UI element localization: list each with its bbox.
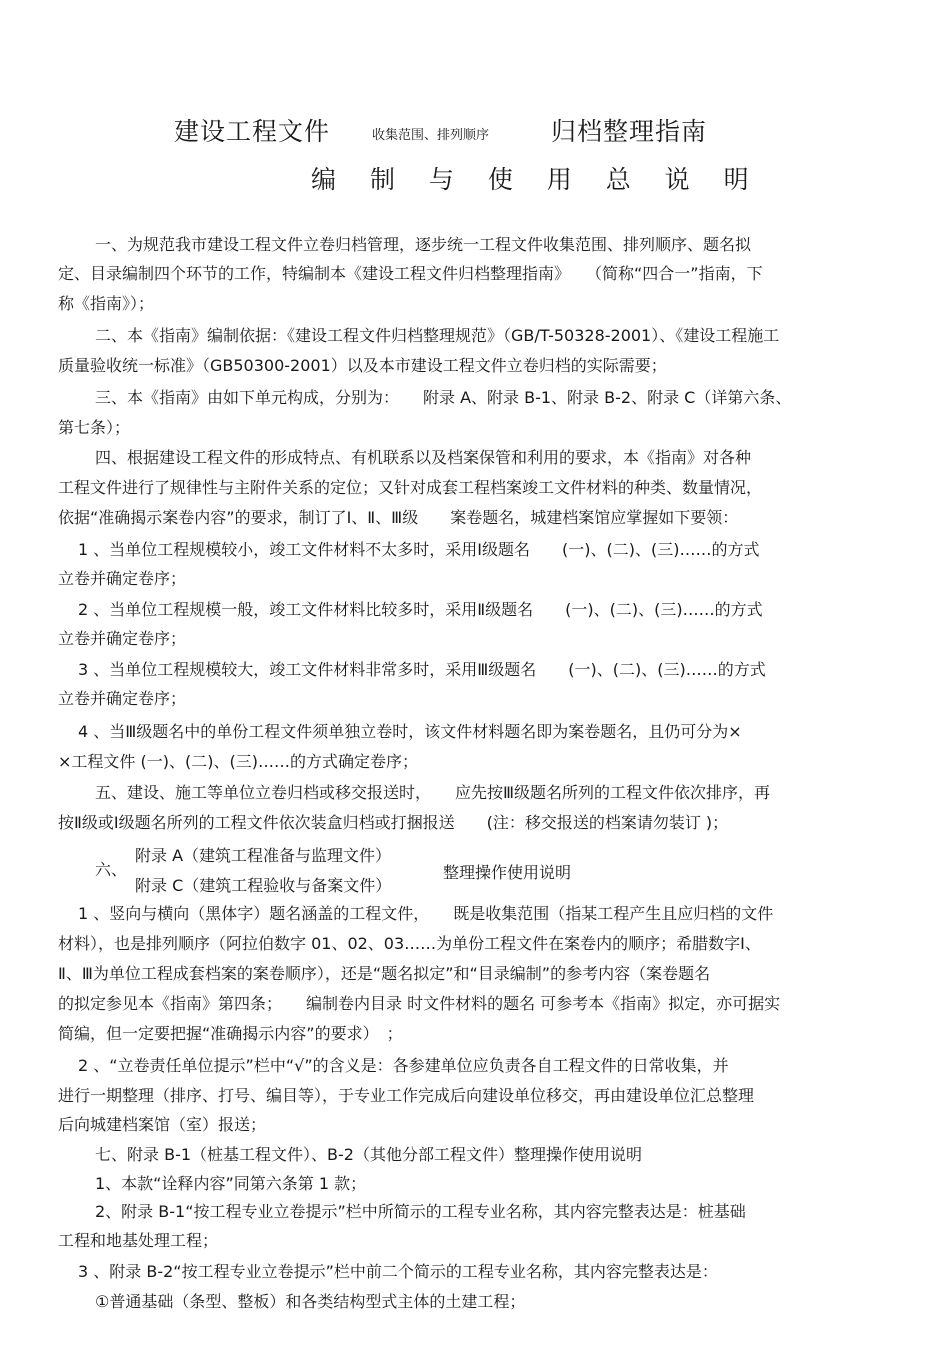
text-line: 工程文件进行了规律性与主附件关系的定位；又针对成套工程档案竣工文件材料的种类、数量情况， <box>58 478 763 497</box>
text-line: 简编，但一定要把握“准确揭示内容”的要求） ； <box>58 1024 403 1043</box>
text-line: 二、本《指南》编制依据：《建设工程文件归档整理规范》（GB/T-50328-2001）、《建设工程施工 <box>95 326 780 345</box>
text-line: 进行一期整理（排序、打号、编目等），于专业工作完成后向建设单位移交，再由建设单位汇总整理 <box>58 1086 755 1105</box>
title-right: 归档整理指南 <box>551 117 708 146</box>
text-line: 定、目录编制四个环节的工作，特编制本《建设工程文件归档整理指南》 （简称“四合一”指南，下 <box>58 264 763 283</box>
text-line: 三、本《指南》由如下单元构成，分别为： 附录 A、附录 B-1、附录 B-2、附录 C（详第六条、 <box>95 388 792 407</box>
text-line: 一、为规范我市建设工程文件立卷归档管理，逐步统一工程文件收集范围、排列顺序、题名拟 <box>95 235 752 254</box>
text-line: 称《指南》）； <box>58 294 155 313</box>
text-line: 质量验收统一标准》（GB50300-2001）以及本市建设工程文件立卷归档的实际需要； <box>58 356 667 375</box>
text-line: 依据“准确揭示案卷内容”的要求，制订了Ⅰ、Ⅱ、Ⅲ级 案卷题名，城建档案馆应掌握如下要领： <box>58 508 739 527</box>
text-line: Ⅱ、Ⅲ为单位工程成套档案的案卷顺序），还是“题名拟定”和“目录编制”的参考内容（案卷题名 <box>58 964 711 983</box>
text-line: 4 、当Ⅲ级题名中的单份工程文件须单独立卷时，该文件材料题名即为案卷题名，且仍可分为× <box>78 722 742 741</box>
text-line: 3 、当单位工程规模较大，竣工文件材料非常多时，采用Ⅲ级题名 (一)、(二)、(三)……的方式 <box>78 660 766 679</box>
item-six-prefix: 六、 <box>95 860 128 879</box>
text-line: 2、附录 B-1“按工程专业立卷提示”栏中所简示的工程专业名称，其内容完整表达是：桩基础 <box>95 1202 746 1221</box>
text-line: 五、建设、施工等单位立卷归档或移交报送时， 应先按Ⅲ级题名所列的工程文件依次排序，再 <box>95 783 771 802</box>
text-line: 立卷并确定卷序； <box>58 629 187 648</box>
text-line: 2 、当单位工程规模一般，竣工文件材料比较多时，采用Ⅱ级题名 (一)、(二)、(三)……的方式 <box>78 600 763 619</box>
item-six-suffix: 整理操作使用说明 <box>443 863 572 882</box>
text-line: ×工程文件 (一)、(二)、(三)……的方式确定卷序； <box>58 752 418 771</box>
text-line: 3 、附录 B-2“按工程专业立卷提示”栏中前二个简示的工程专业名称，其内容完整表达是： <box>78 1262 718 1281</box>
text-line: ①普通基础（条型、整板）和各类结构型式主体的土建工程； <box>95 1292 526 1311</box>
text-line: 1 、当单位工程规模较小，竣工文件材料不太多时，采用Ⅰ级题名 (一)、(二)、(三)……的方式 <box>78 540 760 559</box>
text-line: 按Ⅱ级或Ⅰ级题名所列的工程文件依次装盒归档或打捆报送 (注：移交报送的档案请勿装订 )； <box>58 813 729 832</box>
text-line: 四、根据建设工程文件的形成特点、有机联系以及档案保管和利用的要求，本《指南》对各种 <box>95 448 752 467</box>
text-line: 立卷并确定卷序； <box>58 569 187 588</box>
text-line: 1、本款“诠释内容”同第六条第 1 款； <box>95 1174 367 1193</box>
text-line: 工程和地基处理工程； <box>58 1231 219 1250</box>
appendix-a-label: 附录 A（建筑工程准备与监理文件） <box>135 846 392 865</box>
text-line: 后向城建档案馆（室）报送； <box>58 1115 267 1134</box>
subtitle: 编 制 与 使 用 总 说 明 <box>311 165 762 194</box>
text-line: 第七条）； <box>58 418 131 437</box>
appendix-c-label: 附录 C（建筑工程验收与备案文件） <box>135 876 392 895</box>
title-small: 收集范围、排列顺序 <box>372 128 490 143</box>
text-line: 七、附录 B-1（桩基工程文件）、B-2（其他分部工程文件）整理操作使用说明 <box>95 1145 642 1164</box>
text-line: 材料），也是排列顺序（阿拉伯数字 01、02、03……为单份工程文件在案卷内的顺序；希腊数字Ⅰ、 <box>58 934 761 953</box>
text-line: 2 、“立卷责任单位提示”栏中“√”的含义是：各参建单位应负责各自工程文件的日常收集，并 <box>78 1056 729 1075</box>
text-line: 立卷并确定卷序； <box>58 689 187 708</box>
title-main: 建设工程文件 <box>174 117 331 146</box>
text-line: 1 、竖向与横向（黑体字）题名涵盖的工程文件， 既是收集范围（指某工程产生且应归档的文件 <box>78 904 774 923</box>
text-line: 的拟定参见本《指南》第四条； 编制卷内目录 时文件材料的题名 可参考本《指南》拟定，亦可据实 <box>58 994 781 1013</box>
